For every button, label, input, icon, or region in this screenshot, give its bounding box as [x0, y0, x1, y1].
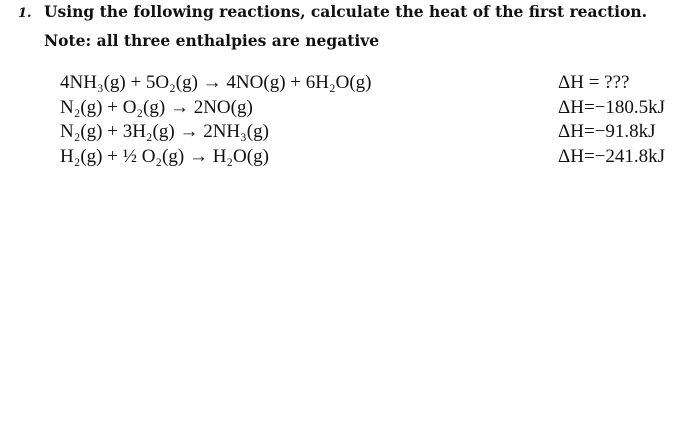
question-number: 1.	[18, 6, 32, 21]
reaction-row-4	[60, 146, 672, 171]
reaction-list	[60, 72, 672, 170]
reaction-row-target	[60, 72, 672, 97]
reaction-enthalpy: ΔH=−241.8kJ	[558, 145, 666, 167]
question-prompt-line	[18, 2, 678, 24]
reaction-equation: N₂(g) + O₂(g) → 2NO(g)	[60, 96, 253, 118]
reaction-equation: N₂(g) + 3H₂(g) → 2NH₃(g)	[60, 121, 269, 142]
reaction-enthalpy: ΔH = ???	[558, 72, 630, 93]
reaction-enthalpy: ΔH=−91.8kJ	[558, 121, 656, 142]
question-block	[18, 2, 678, 51]
reaction-equation: H₂(g) + ½ O₂(g) → H₂O(g)	[60, 145, 269, 167]
reaction-equation: 4NH₃(g) + 5O₂(g) → 4NO(g) + 6H₂O(g)	[60, 72, 372, 93]
reaction-row-2	[60, 97, 672, 122]
reaction-enthalpy: ΔH=−180.5kJ	[558, 96, 666, 118]
question-note: Note: all three enthalpies are negative	[44, 31, 380, 50]
reaction-row-3	[60, 121, 672, 146]
question-prompt: Using the following reactions, calculate the heat of the first reaction.	[44, 2, 648, 21]
